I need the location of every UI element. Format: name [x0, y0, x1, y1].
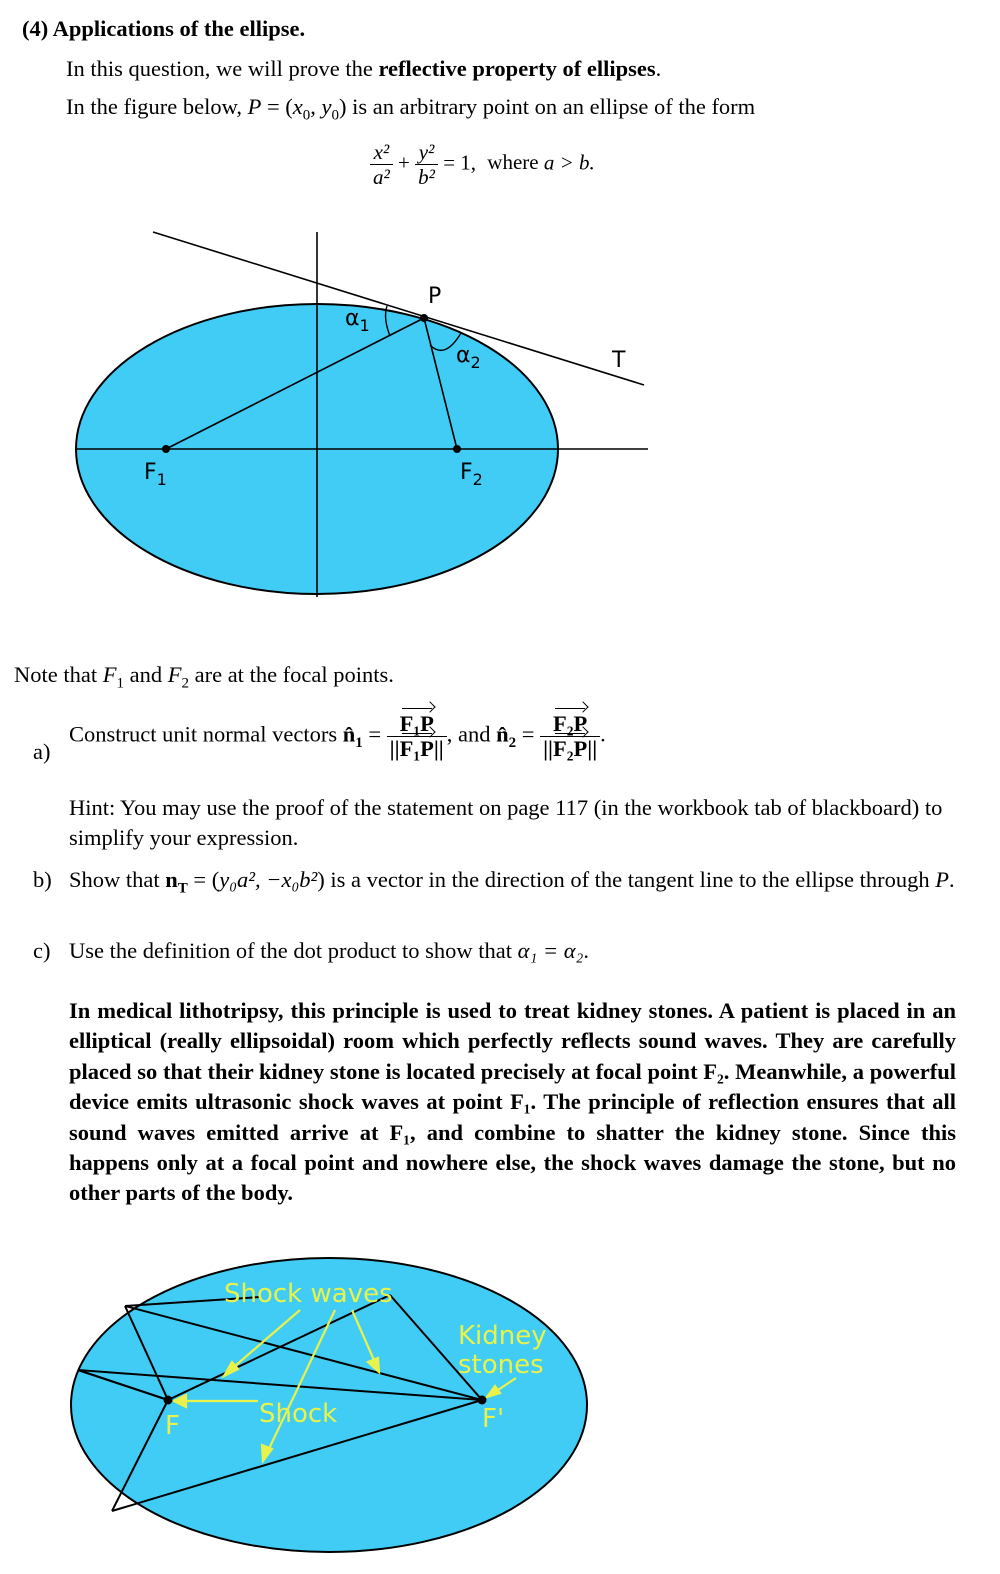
nT-sub: T	[177, 880, 188, 897]
vector-F2P: F₂P	[553, 711, 588, 736]
note-and: and	[123, 662, 168, 687]
a-squared: a²	[373, 165, 390, 189]
equals-2: =	[521, 721, 535, 747]
label-P: P	[428, 284, 442, 309]
focus-F1-dot	[162, 445, 170, 453]
part-b-intro: Show that	[69, 867, 166, 892]
label-alpha2: $\alpha_2$	[456, 343, 481, 372]
norm-bars-right-2: ||	[587, 736, 598, 761]
label-shock-waves: Shock waves	[224, 1279, 393, 1309]
question-title: Applications of the ellipse.	[52, 16, 306, 41]
y-fraction	[415, 140, 438, 189]
equation-rhs: = 1,	[443, 150, 477, 175]
y-squared: y²	[415, 140, 438, 165]
norm-bars-left-2: ||	[543, 736, 554, 761]
lithotripsy-paragraph: In medical lithotripsy, this principle is used to treat kidney stones. A patient is placed in an elliptical (really ellipsoidal) room which perfectly reflects sound waves. They are carefully placed so that their kidney stone is located precisely at focal point F₂. Meanwhile, a powerful device emits ultrasonic shock waves at point F₁. The principle of reflection ensures that all sound waves emitted arrive at F₁, and combine to shatter the kidney stone. Since this happens only at a focal point and nowhere else, the shock waves damage the stone, but no other parts of the body.	[69, 998, 956, 1206]
nT-symbol: n	[165, 867, 178, 892]
x-fraction	[370, 140, 393, 189]
n2-sub: 2	[508, 735, 517, 752]
part-b-text	[69, 865, 959, 904]
plus-sign: +	[398, 150, 410, 175]
intro-text: In this question, we will prove the	[66, 56, 379, 81]
part-a-hint: Hint: You may use the proof of the statement on page 117 (in the workbook tab of blackboard) to simplify your expression.	[69, 795, 943, 850]
label-stones: stones	[458, 1350, 544, 1380]
x0-sub: 0	[302, 107, 311, 124]
F2-sub: 2	[181, 675, 189, 692]
point-P-ref: P	[935, 867, 949, 892]
label-T: T	[612, 348, 626, 373]
n2-denominator	[540, 737, 600, 761]
focal-note	[14, 660, 394, 699]
label-F2: $F_2$	[460, 460, 483, 489]
note-text: Note that	[14, 662, 103, 687]
ellipse-reflection-figure	[0, 220, 700, 610]
label-F1: $F_1$	[144, 460, 167, 489]
x0-symbol: x	[292, 94, 303, 119]
label-alpha1: $\alpha_1$	[345, 306, 370, 335]
y0-sub: 0	[331, 107, 340, 124]
figure-intro-eq: = (	[261, 94, 293, 119]
n1-sub: 1	[355, 735, 363, 752]
F2-symbol: F	[167, 662, 182, 687]
label-shock: Shock	[259, 1399, 338, 1429]
intro-end: .	[655, 56, 662, 81]
question-number: (4)	[22, 16, 49, 41]
part-c-end: .	[583, 938, 589, 963]
alpha-equality: α₁ = α₂	[517, 938, 584, 963]
figure-intro-text: In the figure below,	[66, 94, 248, 119]
figure-intro-line	[66, 92, 755, 131]
b-squared: b²	[418, 165, 435, 189]
focus-F2-dot	[453, 445, 461, 453]
n1-fraction	[387, 712, 447, 761]
F1-sub: 1	[116, 675, 124, 692]
vector-F2P-norm: F₂P	[553, 736, 588, 761]
condition: a > b.	[543, 150, 595, 175]
part-b-eq: = (	[187, 867, 220, 892]
point-p-symbol: P	[247, 94, 262, 119]
part-a-text: Construct unit normal vectors	[69, 721, 343, 747]
comma: ,	[310, 94, 322, 119]
vector-F1P: F₁P	[399, 711, 434, 736]
norm-bars-left: ||	[389, 736, 400, 761]
y0-symbol: y	[321, 94, 332, 119]
figure-intro-end: ) is an arbitrary point on an ellipse of the form	[339, 94, 756, 119]
x-squared: x²	[370, 140, 393, 165]
part-b-label: b)	[33, 867, 52, 892]
vector-F1P-norm: F₁P	[399, 736, 434, 761]
label-Fprime: F'	[482, 1404, 505, 1434]
norm-bars-right: ||	[433, 736, 444, 761]
part-b-end: .	[948, 867, 955, 892]
intro-line	[66, 54, 661, 84]
where-word: where	[487, 150, 539, 175]
part-b-rest: ) is a vector in the direction of the tangent line to the ellipse through	[317, 867, 936, 892]
part-c-label: c)	[33, 938, 51, 963]
label-kidney: Kidney	[458, 1321, 547, 1351]
intro-bold-term: reflective property of ellipses	[378, 56, 656, 81]
part-a-label: a)	[33, 739, 51, 764]
focus-F-dot	[164, 1396, 173, 1405]
ellipse-equation	[370, 140, 595, 189]
part-a-and: , and	[446, 721, 497, 747]
part-c-text	[69, 936, 589, 966]
n2-fraction	[540, 712, 600, 761]
n1-denominator	[387, 737, 447, 761]
tangent-vector-expression: y₀a², −x₀b²	[219, 867, 318, 892]
point-P-dot	[420, 314, 428, 322]
n1-hat: n̂	[342, 721, 356, 747]
part-a-line	[69, 712, 606, 761]
label-F: F	[165, 1411, 180, 1441]
n2-hat: n̂	[496, 721, 509, 747]
F1-symbol: F	[102, 662, 117, 687]
question-heading	[22, 14, 305, 44]
part-c-intro: Use the definition of the dot product to show that	[69, 938, 518, 963]
note-end: are at the focal points.	[188, 662, 394, 687]
part-a-period: .	[600, 721, 606, 747]
lithotripsy-figure	[0, 1255, 620, 1565]
equals-1: =	[368, 721, 382, 747]
